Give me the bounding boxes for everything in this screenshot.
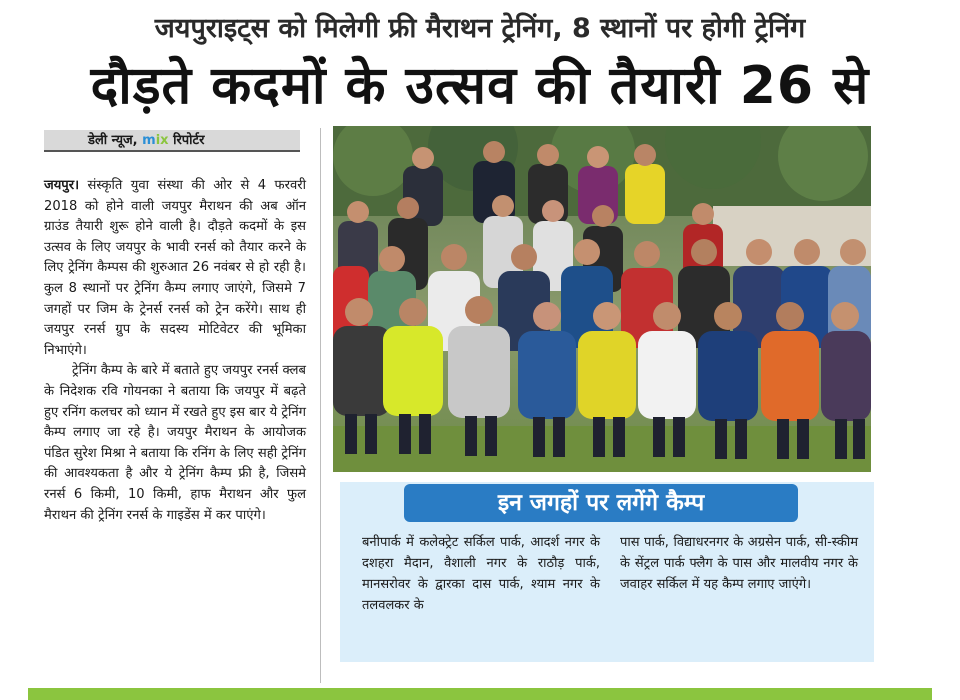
article-body (44, 176, 306, 526)
byline-prefix: डेली न्यूज, (88, 133, 138, 148)
group-photo (333, 126, 871, 472)
column-divider (320, 128, 321, 683)
mix-logo-ix: ix (155, 133, 169, 148)
mix-logo-m: m (142, 133, 156, 148)
kicker-headline: जयपुराइट्स को मिलेगी फ्री मैराथन ट्रेनिंग, 8 स्थानों पर होगी ट्रेनिंग (154, 13, 806, 44)
camps-box-title: इन जगहों पर लगेंगे कैम्प (404, 484, 798, 522)
paragraph-2: ट्रेनिंग कैम्प के बारे में बताते हुए जयपुर रनर्स क्लब के निदेशक रवि गोयनका ने बताया कि जयपुर में बढ़ते हुए रनिंग कलचर को ध्यान में रखते हुए इस बार ये ट्रेनिंग कैम्प लगाए जा रहे है। जयपुर मैराथन के आयोजक पंडित सुरेश मिश्रा ने बताया कि रनिंग के लिए सही ट्रेनिंग की आवश्यकता है और ये ट्रेनिंग कैम्प फ्री है, जिसमे रनर्स 6 किमी, 10 किमी, हाफ मैराथन और फुल मैराथन की ट्रेनिंग रनर्स के गाइडेंस में कर पाएंगे। (44, 363, 306, 523)
group-photo-illustration (333, 126, 871, 472)
camps-list-right: पास पार्क, विद्याधरनगर के अग्रसेन पार्क, सी-स्कीम के सेंट्रल पार्क फ्लैग के पास और मालवीय नगर के जवाहर सर्किल में यह कैम्प लगाए जाएंगे। (620, 535, 858, 592)
mix-logo (142, 133, 168, 148)
camps-list-left: बनीपार्क में कलेक्ट्रेट सर्किल पार्क, आदर्श नगर के दशहरा मैदान, वैशाली नगर के राठौड़ पार्क, मानसरोवर के द्वारका दास पार्क, श्याम नगर के तलवलकर के (362, 535, 600, 613)
paragraph-1 (44, 176, 306, 361)
byline-suffix: रिपोर्टर (173, 133, 205, 148)
main-headline: दौड़ते कदमों के उत्सव की तैयारी 26 से (90, 56, 870, 116)
dateline: जयपुर। (44, 178, 80, 193)
paragraph-1-text: संस्कृति युवा संस्था की ओर से 4 फरवरी 2018 को होने वाली जयपुर मैराथन की अब ऑन ग्राउंड तैयारी शुरू होने वाली है। दौड़ते कदमों के इस उत्सव के लिए जयपुर के भावी रनर्स को तैयार करने के लिए ट्रेनिंग कैम्पस की शुरुआत 26 नवंबर से हो रही है। कुल 8 स्थानों पर ट्रेनिंग कैम्प लगाए जाएंगे, जिसमे 7 जगहों पर जिम के ट्रेनर्स रनर्स को ट्रेन करेंगे। साथ ही जयपुर रनर्स ग्रुप के सदस्य मोटिवेटर की भूमिका निभाएंगे। (44, 178, 306, 358)
byline (44, 130, 300, 152)
bottom-green-bar (28, 688, 932, 700)
